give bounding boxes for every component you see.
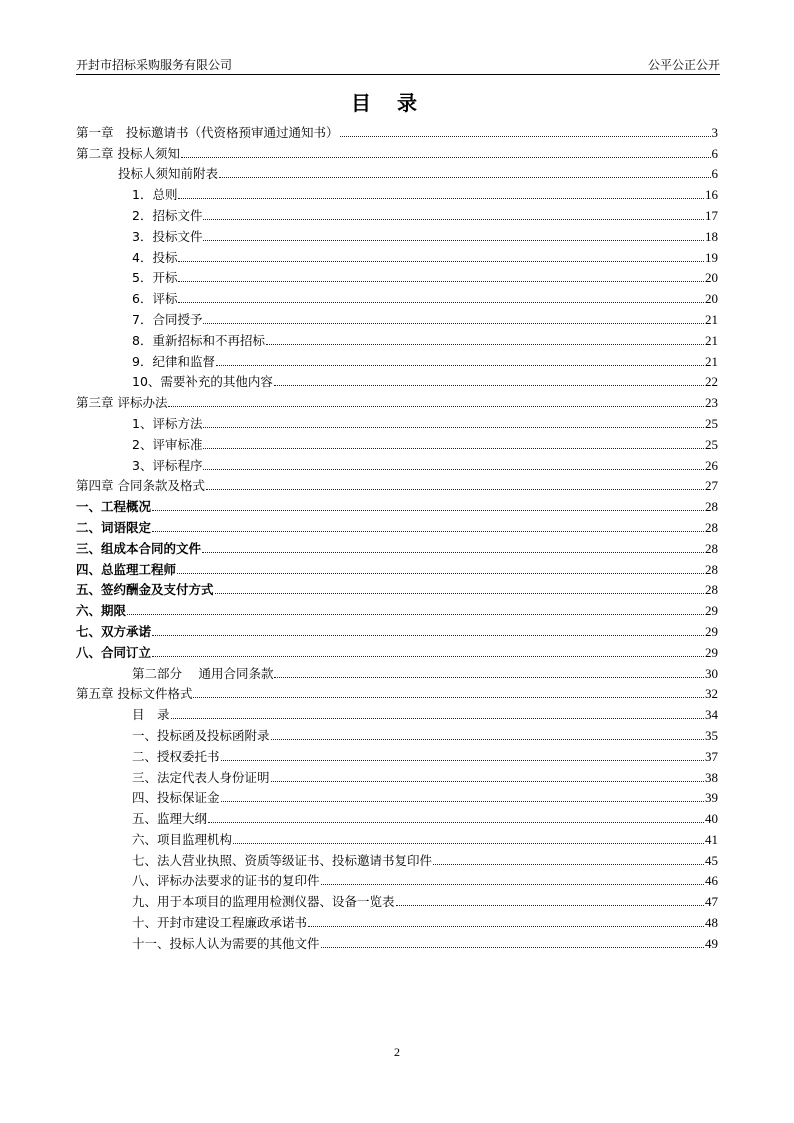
- toc-entry[interactable]: [76, 453, 718, 474]
- toc-leader-dots: [178, 198, 704, 199]
- toc-entry[interactable]: [76, 141, 718, 162]
- toc-entry-page: 20: [705, 291, 718, 307]
- toc-entry[interactable]: [76, 744, 718, 765]
- toc-entry[interactable]: [76, 557, 718, 578]
- toc-entry-page: 40: [705, 811, 718, 827]
- toc-entry-page: 49: [705, 935, 718, 951]
- toc-entry[interactable]: [76, 827, 718, 848]
- toc-entry[interactable]: [76, 307, 718, 328]
- toc-entry-label: 5．开标: [132, 270, 178, 286]
- toc-entry-label: 三、法定代表人身份证明: [132, 769, 270, 785]
- toc-entry-label: 八、合同订立: [76, 644, 152, 660]
- toc-entry[interactable]: [76, 182, 718, 203]
- toc-entry-label: 三、组成本合同的文件: [76, 540, 202, 556]
- toc-leader-dots: [152, 531, 704, 532]
- toc-entry[interactable]: [76, 286, 718, 307]
- toc-entry-label: 10、需要补充的其他内容: [132, 374, 273, 390]
- toc-entry-label: 一、投标函及投标函附录: [132, 727, 270, 743]
- toc-entry-label: 第一章 投标邀请书（代资格预审通过通知书）: [76, 124, 339, 140]
- toc-entry-label: 3．投标文件: [132, 228, 203, 244]
- toc-entry-page: 38: [705, 769, 718, 785]
- toc-entry-label: 四、投标保证金: [132, 790, 220, 806]
- toc-entry-page: 46: [705, 873, 718, 889]
- toc-leader-dots: [433, 864, 704, 865]
- toc-entry-page: 28: [705, 519, 718, 535]
- toc-entry[interactable]: [76, 328, 718, 349]
- toc-entry-page: 35: [705, 727, 718, 743]
- toc-entry[interactable]: [76, 598, 718, 619]
- toc-entry-page: 21: [705, 332, 718, 348]
- toc-leader-dots: [221, 760, 704, 761]
- toc-entry-page: 21: [705, 353, 718, 369]
- toc-entry-label: 1．总则: [132, 187, 178, 203]
- toc-entry-page: 39: [705, 790, 718, 806]
- toc-entry-page: 28: [705, 561, 718, 577]
- toc-entry-label: 第四章 合同条款及格式: [76, 478, 205, 494]
- toc-entry[interactable]: [76, 765, 718, 786]
- page-number: 2: [394, 1045, 400, 1059]
- toc-entry-label: 4．投标: [132, 249, 178, 265]
- toc-entry-label: 2、评审标准: [132, 436, 203, 452]
- toc-entry-page: 3: [711, 124, 718, 140]
- toc-entry-label: 7．合同授予: [132, 311, 203, 327]
- table-of-contents: [76, 120, 718, 952]
- toc-leader-dots: [266, 344, 704, 345]
- toc-leader-dots: [152, 510, 704, 511]
- toc-entry-page: 18: [705, 228, 718, 244]
- toc-entry-page: 32: [705, 686, 718, 702]
- toc-entry-page: 6: [711, 166, 718, 182]
- toc-entry[interactable]: [76, 411, 718, 432]
- toc-leader-dots: [178, 302, 704, 303]
- toc-entry-page: 45: [705, 852, 718, 868]
- toc-entry-label: 目 录: [132, 707, 170, 723]
- toc-entry-page: 29: [705, 623, 718, 639]
- toc-entry-label: 1、评标方法: [132, 415, 203, 431]
- toc-leader-dots: [203, 240, 704, 241]
- toc-entry[interactable]: [76, 266, 718, 287]
- toc-entry-page: 29: [705, 644, 718, 660]
- toc-entry-page: 16: [705, 187, 718, 203]
- toc-entry[interactable]: [76, 120, 718, 141]
- toc-leader-dots: [233, 843, 704, 844]
- toc-leader-dots: [203, 219, 704, 220]
- toc-title: 目录: [351, 91, 443, 115]
- toc-entry-page: 41: [705, 831, 718, 847]
- toc-leader-dots: [202, 552, 704, 553]
- toc-entry-page: 29: [705, 603, 718, 619]
- toc-entry-label: 2．招标文件: [132, 207, 203, 223]
- toc-leader-dots: [321, 947, 704, 948]
- toc-entry-label: 投标人须知前附表: [118, 166, 219, 182]
- toc-entry[interactable]: [76, 869, 718, 890]
- toc-entry[interactable]: [76, 349, 718, 370]
- toc-entry-page: 25: [705, 436, 718, 452]
- toc-entry[interactable]: [76, 390, 718, 411]
- toc-leader-dots: [203, 323, 704, 324]
- toc-entry-page: 47: [705, 894, 718, 910]
- toc-entry[interactable]: [76, 889, 718, 910]
- toc-entry[interactable]: [76, 536, 718, 557]
- toc-entry[interactable]: [76, 578, 718, 599]
- toc-leader-dots: [177, 573, 704, 574]
- toc-entry[interactable]: [76, 515, 718, 536]
- toc-entry-label: 七、双方承诺: [76, 623, 152, 639]
- toc-entry-page: 25: [705, 415, 718, 431]
- toc-entry[interactable]: [76, 661, 718, 682]
- toc-entry[interactable]: [76, 203, 718, 224]
- toc-leader-dots: [203, 427, 704, 428]
- header-motto: 公平公正公开: [647, 58, 720, 72]
- toc-entry-label: 二、词语限定: [76, 519, 152, 535]
- toc-entry-label: 六、期限: [76, 603, 127, 619]
- toc-entry[interactable]: [76, 619, 718, 640]
- toc-entry-page: 23: [705, 395, 718, 411]
- toc-leader-dots: [203, 469, 704, 470]
- toc-entry-label: 第五章 投标文件格式: [76, 686, 193, 702]
- toc-entry-label: 一、工程概况: [76, 499, 152, 515]
- toc-entry[interactable]: [76, 474, 718, 495]
- toc-entry-label: 9．纪律和监督: [132, 353, 215, 369]
- toc-entry-page: 22: [705, 374, 718, 390]
- toc-entry[interactable]: [76, 931, 718, 952]
- toc-entry[interactable]: [76, 682, 718, 703]
- toc-entry-label: 七、法人营业执照、资质等级证书、投标邀请书复印件: [132, 852, 433, 868]
- toc-entry-label: 五、监理大纲: [132, 811, 208, 827]
- toc-entry[interactable]: [76, 848, 718, 869]
- toc-entry-label: 第二章 投标人须知: [76, 145, 180, 161]
- toc-leader-dots: [152, 635, 704, 636]
- toc-entry-page: 28: [705, 540, 718, 556]
- toc-entry[interactable]: [76, 370, 718, 391]
- toc-leader-dots: [274, 385, 704, 386]
- toc-entry[interactable]: [76, 245, 718, 266]
- toc-entry[interactable]: [76, 432, 718, 453]
- toc-leader-dots: [221, 801, 704, 802]
- company-name: 开封市招标采购服务有限公司: [76, 58, 233, 72]
- toc-entry-page: 26: [705, 457, 718, 473]
- toc-leader-dots: [127, 614, 704, 615]
- toc-entry-page: 30: [705, 665, 718, 681]
- toc-entry-page: 17: [705, 207, 718, 223]
- toc-leader-dots: [203, 448, 704, 449]
- toc-leader-dots: [216, 365, 704, 366]
- toc-leader-dots: [308, 926, 704, 927]
- toc-entry[interactable]: [76, 162, 718, 183]
- toc-entry[interactable]: [76, 786, 718, 807]
- toc-leader-dots: [168, 406, 704, 407]
- toc-entry-label: 四、总监理工程师: [76, 561, 177, 577]
- page-header: [76, 56, 720, 75]
- toc-entry-page: 27: [705, 478, 718, 494]
- toc-entry-label: 八、评标办法要求的证书的复印件: [132, 873, 320, 889]
- toc-entry-page: 6: [711, 145, 718, 161]
- toc-leader-dots: [215, 593, 704, 594]
- toc-entry[interactable]: [76, 494, 718, 515]
- toc-entry-label: 五、签约酬金及支付方式: [76, 582, 214, 598]
- toc-leader-dots: [208, 822, 704, 823]
- toc-entry-page: 34: [705, 707, 718, 723]
- toc-entry-label: 6．评标: [132, 291, 178, 307]
- toc-leader-dots: [193, 697, 704, 698]
- toc-leader-dots: [340, 136, 711, 137]
- toc-entry-page: 48: [705, 915, 718, 931]
- toc-entry[interactable]: [76, 806, 718, 827]
- toc-entry[interactable]: [76, 640, 718, 661]
- toc-leader-dots: [152, 656, 704, 657]
- toc-leader-dots: [181, 157, 711, 158]
- toc-leader-dots: [396, 905, 704, 906]
- toc-entry-page: 37: [705, 748, 718, 764]
- toc-leader-dots: [219, 177, 710, 178]
- toc-leader-dots: [178, 261, 704, 262]
- toc-entry[interactable]: [76, 224, 718, 245]
- toc-entry-page: 21: [705, 311, 718, 327]
- toc-entry[interactable]: [76, 702, 718, 723]
- toc-entry-page: 20: [705, 270, 718, 286]
- toc-entry-label: 二、授权委托书: [132, 748, 220, 764]
- toc-leader-dots: [321, 884, 704, 885]
- toc-entry-label: 8．重新招标和不再招标: [132, 332, 265, 348]
- toc-leader-dots: [206, 489, 704, 490]
- toc-entry[interactable]: [76, 723, 718, 744]
- toc-entry-label: 十、开封市建设工程廉政承诺书: [132, 915, 308, 931]
- toc-entry-label: 第三章 评标办法: [76, 395, 168, 411]
- toc-entry-label: 第二部分 通用合同条款: [132, 665, 274, 681]
- toc-leader-dots: [271, 739, 704, 740]
- toc-entry-label: 3、评标程序: [132, 457, 203, 473]
- toc-entry-page: 28: [705, 499, 718, 515]
- toc-entry-page: 28: [705, 582, 718, 598]
- toc-entry-page: 19: [705, 249, 718, 265]
- toc-leader-dots: [178, 281, 704, 282]
- toc-entry-label: 十一、投标人认为需要的其他文件: [132, 935, 320, 951]
- toc-leader-dots: [271, 781, 704, 782]
- toc-entry-label: 六、项目监理机构: [132, 831, 233, 847]
- toc-entry-label: 九、用于本项目的监理用检测仪器、设备一览表: [132, 894, 395, 910]
- toc-leader-dots: [274, 677, 704, 678]
- toc-leader-dots: [171, 718, 704, 719]
- toc-entry[interactable]: [76, 910, 718, 931]
